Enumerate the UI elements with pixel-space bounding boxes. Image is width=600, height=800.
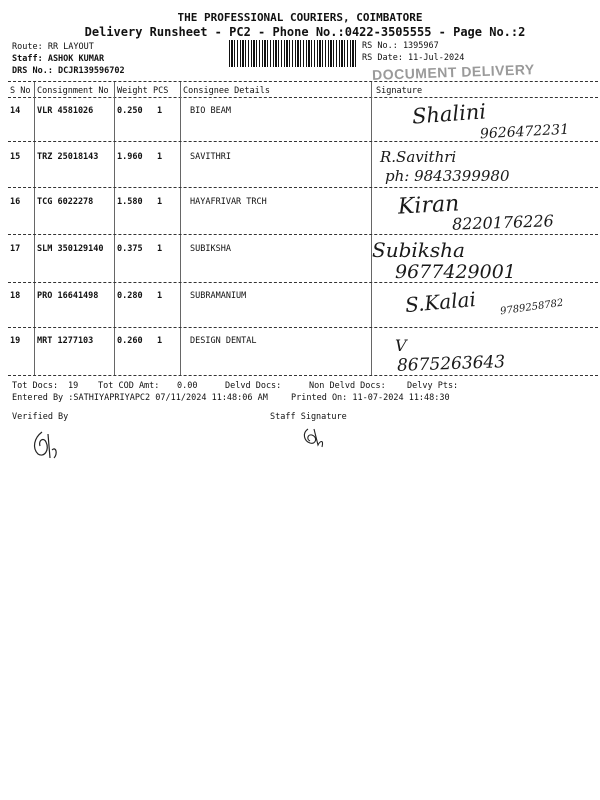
row-consignee: SAVITHRI [190, 152, 231, 162]
row-signature: Shalini [411, 99, 487, 129]
staff-signature-label: Staff Signature [270, 412, 347, 422]
row-signature: S.Kalai [404, 286, 477, 318]
row-sno: 16 [10, 197, 21, 207]
rs-date: RS Date: 11-Jul-2024 [362, 53, 465, 63]
row-pcs: 1 [157, 244, 163, 254]
row-pcs: 1 [157, 152, 163, 162]
row-sno: 15 [10, 152, 21, 162]
staff-signature-mark [300, 425, 330, 451]
row-pcs: 1 [157, 106, 163, 116]
cod-value: 0.00 [177, 381, 198, 391]
row-signature: Subiksha [372, 238, 465, 262]
column-line [371, 82, 372, 375]
document-delivery-stamp: DOCUMENT DELIVERY [371, 61, 536, 83]
column-line [34, 82, 35, 375]
row-weight: 0.375 [117, 244, 143, 254]
row-consignment: SLM 350129140 [37, 244, 104, 254]
row-signature-phone: 9677429001 [395, 261, 516, 283]
row-signature-phone: 8675263643 [396, 352, 506, 376]
row-consignee: SUBRAMANIUM [190, 291, 247, 301]
staff-label: Staff: ASHOK KUMAR [12, 54, 105, 64]
row-pcs: 1 [157, 197, 163, 207]
row-pcs: 1 [157, 291, 163, 301]
rs-number: RS No.: 1395967 [362, 41, 439, 51]
row-consignment: MRT 1277103 [37, 336, 94, 346]
cod-label: Tot COD Amt: [98, 381, 160, 391]
row-signature-phone: 8220176226 [451, 211, 555, 234]
row-signature: V [395, 336, 407, 355]
col-header-pcs: PCS [153, 86, 169, 96]
runsheet-title: Delivery Runsheet - PC2 - Phone No.:0422-3505555 - Page No.:2 [84, 25, 526, 39]
row-divider [8, 282, 598, 283]
row-consignment: TRZ 25018143 [37, 152, 99, 162]
row-weight: 0.250 [117, 106, 143, 116]
row-consignment: PRO 16641498 [37, 291, 99, 301]
row-sno: 19 [10, 336, 21, 346]
table-bottom-divider [8, 375, 598, 376]
table-top-divider [8, 81, 598, 82]
row-sno: 14 [10, 106, 21, 116]
delvy-pts-label: Delvy Pts: [407, 381, 459, 391]
row-consignee: SUBIKSHA [190, 244, 231, 254]
printed-on: Printed On: 11-07-2024 11:48:30 [291, 393, 450, 403]
row-weight: 1.960 [117, 152, 143, 162]
barcode [229, 40, 357, 67]
col-header-sno: S No [10, 86, 31, 96]
table-header-divider [8, 97, 598, 98]
non-delvd-docs-label: Non Delvd Docs: [309, 381, 386, 391]
col-header-weight: Weight [117, 86, 148, 96]
row-weight: 0.260 [117, 336, 143, 346]
row-consignee: HAYAFRIVAR TRCH [190, 197, 267, 207]
col-header-signature: Signature [376, 86, 423, 96]
row-consignment: VLR 4581026 [37, 106, 94, 116]
row-consignee: BIO BEAM [190, 106, 231, 116]
row-divider [8, 327, 598, 328]
row-divider [8, 234, 598, 235]
row-pcs: 1 [157, 336, 163, 346]
col-header-consignee: Consignee Details [183, 86, 270, 96]
col-header-consignment: Consignment No [37, 86, 109, 96]
row-weight: 0.280 [117, 291, 143, 301]
row-signature: R.Savithri [380, 148, 457, 166]
tot-docs-value: 19 [68, 381, 79, 391]
row-divider [8, 187, 598, 188]
row-divider [8, 141, 598, 142]
row-signature: Kiran [397, 191, 460, 220]
row-sno: 17 [10, 244, 21, 254]
column-line [180, 82, 181, 375]
verified-by-label: Verified By [12, 412, 69, 422]
verifier-signature-mark [28, 428, 64, 462]
row-consignee: DESIGN DENTAL [190, 336, 257, 346]
row-consignment: TCG 6022278 [37, 197, 94, 207]
route-label: Route: RR LAYOUT [12, 42, 94, 52]
drs-number: DRS No.: DCJR139596702 [12, 66, 125, 76]
column-line [114, 82, 115, 375]
row-signature-phone: 9626472231 [479, 121, 570, 143]
entered-by: Entered By :SATHIYAPRIYAPC2 07/11/2024 11:48:06 AM [12, 393, 268, 403]
row-sno: 18 [10, 291, 21, 301]
row-signature-phone: ph: 9843399980 [385, 167, 510, 185]
tot-docs-label: Tot Docs: [12, 381, 59, 391]
row-weight: 1.580 [117, 197, 143, 207]
delvd-docs-label: Delvd Docs: [225, 381, 282, 391]
row-signature-phone: 9789258782 [499, 297, 565, 318]
company-title: THE PROFESSIONAL COURIERS, COIMBATORE [177, 11, 423, 24]
